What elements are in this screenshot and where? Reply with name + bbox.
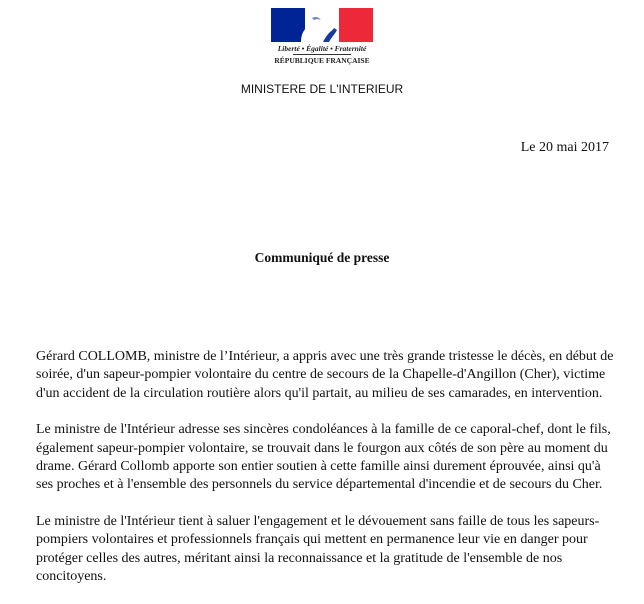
document-body bbox=[36, 348, 614, 604]
paragraph: Le ministre de l'Intérieur tient à saluer l'engagement et le dévouement sans faille de tous les sapeurs-pompiers volontaires et professionnels français qui mettent en permanence leur vie en danger pour protéger celles des autres, méritant ainsi la reconnaissance et la gratitude de l'ensemble de nos concitoyens. bbox=[36, 513, 600, 585]
flag-icon bbox=[271, 8, 373, 42]
logo-devise: Liberté • Égalité • Fraternité bbox=[277, 44, 367, 53]
logo-divider bbox=[293, 54, 351, 55]
document-title: Communiqué de presse bbox=[254, 250, 390, 265]
marianne-logo bbox=[271, 8, 373, 70]
logo-republique: RÉPUBLIQUE FRANÇAISE bbox=[274, 56, 370, 65]
ministry-name: MINISTERE DE L'INTERIEUR bbox=[240, 82, 404, 96]
document-date: Le 20 mai 2017 bbox=[520, 140, 609, 155]
paragraph: Gérard COLLOMB, ministre de l’Intérieur, a appris avec une très grande tristesse le décès, en début de soirée, d'un sapeur-pompier volontaire du centre de secours de la Chapelle-d'Angillon (Cher), victime d'un accident de la circulation routière alors qu'il partait, au milieu de ses camarades, en intervention. bbox=[36, 349, 614, 401]
paragraph: Le ministre de l'Intérieur adresse ses sincères condoléances à la famille de ce caporal-chef, dont le fils, également sapeur-pompier volontaire, se trouvait dans le fourgon aux côtés de son père au moment du drame. Gérard Collomb apporte son entier soutien à cette famille ainsi durement éprouvée, ainsi qu'à ses proches et à l'ensemble des personnels du service départemental d'incendie et de secours du Cher. bbox=[36, 422, 611, 493]
